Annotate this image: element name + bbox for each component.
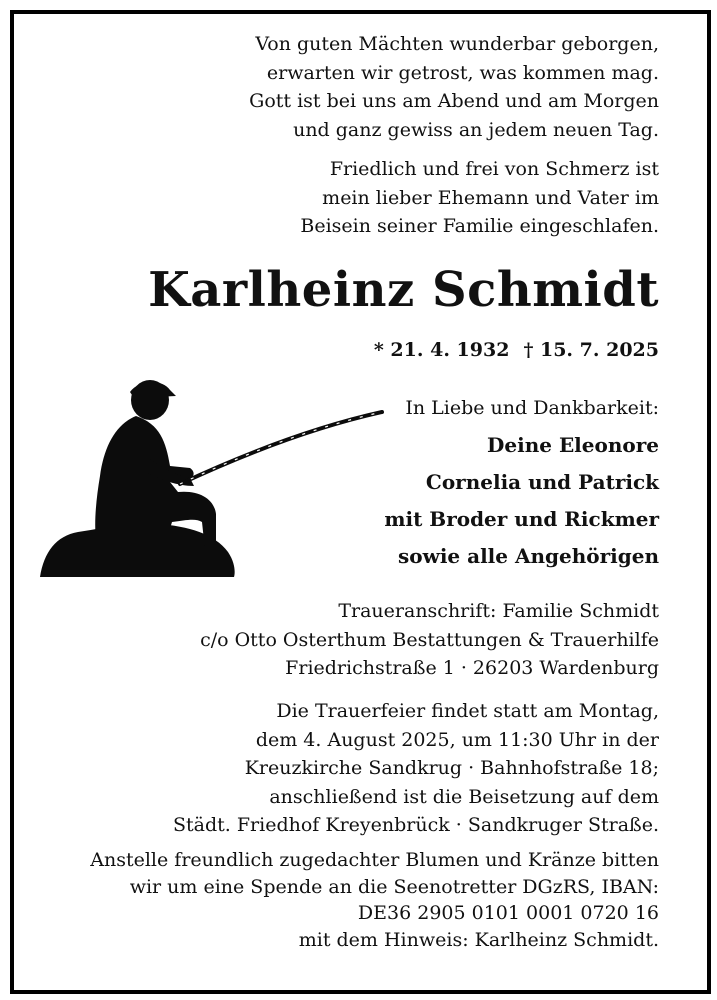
address-line: Friedrichstraße 1 · 26203 Wardenburg [285,657,659,679]
deceased-name: Karlheinz Schmidt [148,262,659,318]
poem [249,30,659,144]
mourning-address [200,597,659,683]
mourner: Deine Eleonore [487,433,659,457]
funeral-line: dem 4. August 2025, um 11:30 Uhr in der [255,728,659,751]
life-dates [374,336,659,364]
poem-line: und ganz gewiss an jedem neuen Tag. [293,118,659,141]
intro-line: Friedlich und frei von Schmerz ist [329,158,659,180]
funeral-line: Städt. Friedhof Kreyenbrück · Sandkruger Straße. [173,814,659,836]
funeral-line: Kreuzkirche Sandkrug · Bahnhofstraße 18; [244,757,659,779]
donation-line: wir um eine Spende an die Seenotretter DGzRS, IBAN: [129,875,659,898]
intro-line: Beisein seiner Familie eingeschlafen. [300,215,659,237]
birth-date: * 21. 4. 1932 [373,339,510,361]
love-line: In Liebe und Dankbarkeit: [405,397,659,419]
mourner: Cornelia und Patrick [425,470,659,494]
donation-line: Anstelle freundlich zugedachter Blumen und Kränze bitten [90,849,659,871]
mourner: mit Broder und Rickmer [384,507,659,531]
address-line: c/o Otto Osterthum Bestattungen & Trauerhilfe [200,628,659,651]
poem-line: erwarten wir getrost, was kommen mag. [266,61,659,84]
donation-info [90,847,659,953]
mourner: sowie alle Angehörigen [398,544,659,568]
intro-line: mein lieber Ehemann und Vater im [322,186,659,209]
poem-line: Gott ist bei uns am Abend und am Morgen [249,90,659,112]
poem-line: Von guten Mächten wunderbar geborgen, [255,33,659,55]
address-line: Traueranschrift: Familie Schmidt [338,600,659,622]
donation-line: DE36 2905 0101 0001 0720 16 [357,902,659,924]
funeral-line: anschließend ist die Beisetzung auf dem [269,785,659,808]
funeral-info [173,697,659,840]
funeral-line: Die Trauerfeier findet statt am Montag, [276,700,659,722]
mourners-list [384,427,659,575]
donation-line: mit dem Hinweis: Karlheinz Schmidt. [298,928,659,951]
intro-text [300,155,659,241]
fisherman-silhouette-icon [30,372,390,582]
death-date: † 15. 7. 2025 [523,339,659,361]
